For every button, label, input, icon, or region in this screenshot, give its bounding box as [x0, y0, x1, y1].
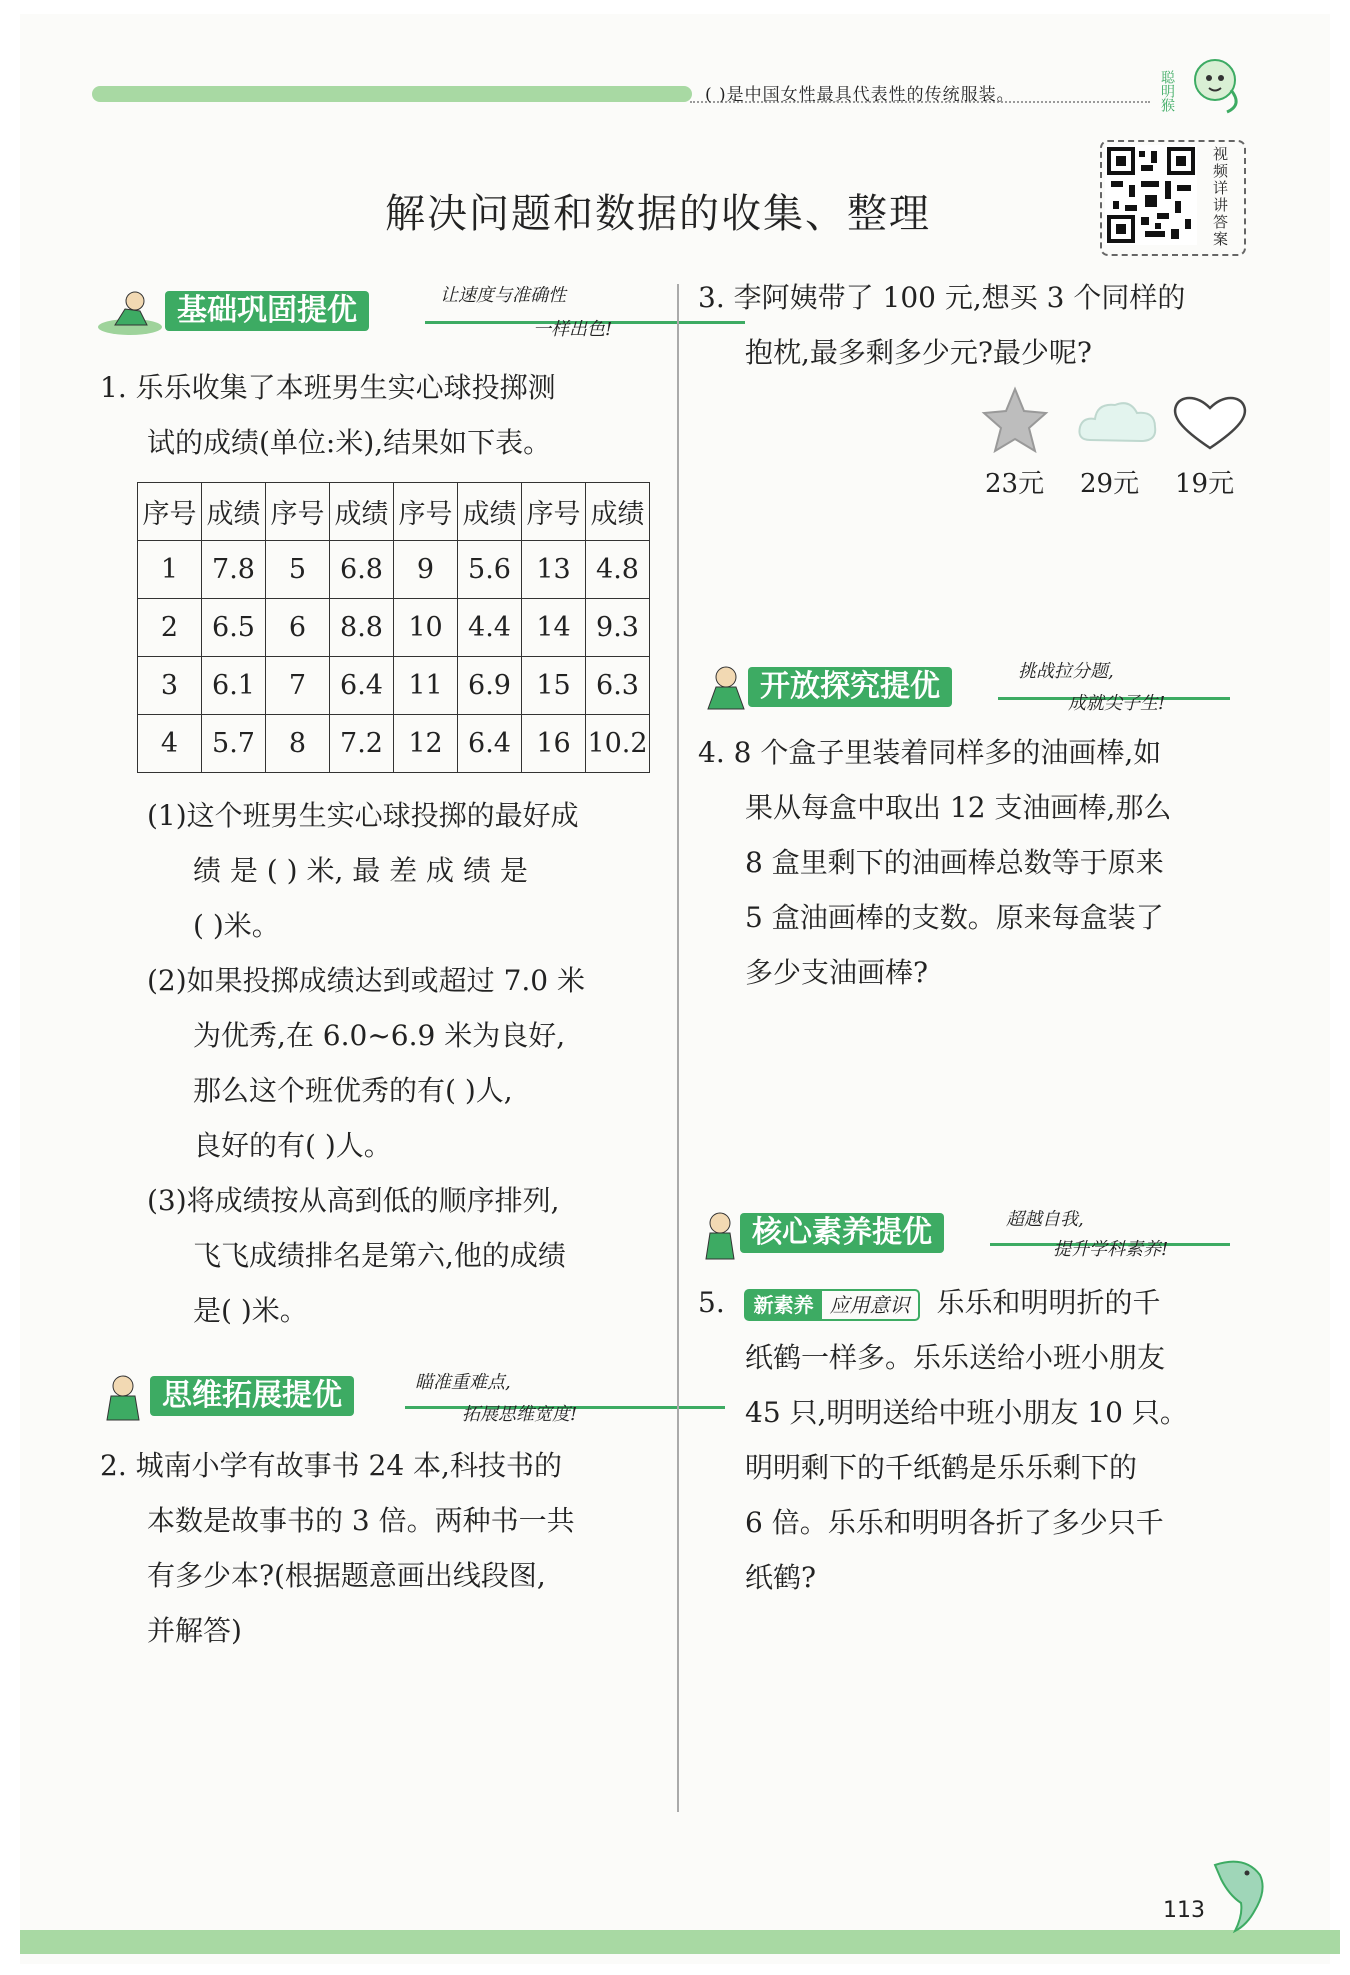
heart-price: 19元: [1175, 469, 1235, 499]
monkey-mascot-icon: [1159, 50, 1245, 120]
q4-line-3: 8 盒里剩下的油画棒总数等于原来: [745, 846, 1164, 879]
section-header-basic: [95, 285, 655, 340]
table-cell: 2: [138, 599, 202, 657]
table-cell: 1: [138, 541, 202, 599]
section-header-explore: [698, 661, 1238, 714]
section-note-2: 一样出色!: [533, 319, 613, 340]
table-row: [138, 715, 650, 773]
q1-sub3-line-1: (3)将成绩按从高到低的顺序排列,: [147, 1184, 560, 1217]
child-jumping-icon: [698, 663, 753, 718]
q3-line-2: 抱枕,最多剩多少元?最少呢?: [745, 336, 1092, 369]
q4-line-1: 4. 8 个盒子里装着同样多的油画棒,如: [698, 736, 1162, 769]
table-row: [138, 599, 650, 657]
table-cell: 4.8: [586, 541, 650, 599]
q1-sub2-line-3: 那么这个班优秀的有( )人,: [193, 1074, 513, 1107]
q5-line-4: 明明剩下的千纸鹤是乐乐剩下的: [745, 1451, 1138, 1484]
table-header-cell: 成绩: [202, 483, 266, 541]
table-header-row: [138, 483, 650, 541]
child-standing-icon: [698, 1209, 743, 1264]
column-divider: [677, 284, 679, 1812]
qr-code-icon[interactable]: [1105, 145, 1197, 245]
section-note-1: 瞄准重难点,: [415, 1372, 511, 1393]
table-cell: 4.4: [458, 599, 522, 657]
badge-label: 新素养: [746, 1291, 822, 1319]
q1-sub2-line-1: (2)如果投掷成绩达到或超过 7.0 米: [147, 964, 585, 997]
q1-line-1: 1. 乐乐收集了本班男生实心球投掷测: [100, 371, 556, 404]
table-cell: 9: [394, 541, 458, 599]
mascot-label: 聪明猴: [1159, 70, 1175, 112]
table-header-cell: 成绩: [330, 483, 394, 541]
q1-sub3-line-2: 飞飞成绩排名是第六,他的成绩: [193, 1239, 566, 1272]
table-header-cell: 成绩: [458, 483, 522, 541]
q1-sub2-line-4: 良好的有( )人。: [193, 1129, 392, 1162]
cloud-price: 29元: [1080, 469, 1140, 499]
table-cell: 16: [522, 715, 586, 773]
table-cell: 10: [394, 599, 458, 657]
table-cell: 6.3: [586, 657, 650, 715]
cloud-pillow-icon: [1075, 395, 1160, 450]
section-title: 思维拓展提优: [150, 1376, 354, 1416]
score-table: [137, 482, 650, 773]
dolphin-icon: [1205, 1855, 1275, 1935]
top-question: ( )是中国女性最具代表性的传统服装。: [705, 85, 1015, 105]
section-header-thinking: [95, 1372, 655, 1425]
section-note-1: 超越自我,: [1006, 1209, 1084, 1230]
q1-sub1-line-3: ( )米。: [193, 909, 280, 942]
table-cell: 5.7: [202, 715, 266, 773]
q4-line-2: 果从每盒中取出 12 支油画棒,那么: [745, 791, 1172, 824]
table-cell: 14: [522, 599, 586, 657]
top-green-band: [92, 86, 692, 102]
table-cell: 6.1: [202, 657, 266, 715]
table-cell: 10.2: [586, 715, 650, 773]
table-cell: 6.4: [458, 715, 522, 773]
section-note-1: 让速度与准确性: [440, 285, 566, 306]
table-cell: 5: [266, 541, 330, 599]
star-pillow-icon: [980, 385, 1050, 455]
q5-line-2: 纸鹤一样多。乐乐送给小班小朋友: [745, 1341, 1166, 1374]
q5-line-6: 纸鹤?: [745, 1561, 817, 1594]
table-cell: 6.8: [330, 541, 394, 599]
table-row: [138, 541, 650, 599]
q2-line-1: 2. 城南小学有故事书 24 本,科技书的: [100, 1449, 562, 1482]
table-cell: 8.8: [330, 599, 394, 657]
section-note-1: 挑战拉分题,: [1018, 661, 1114, 682]
table-cell: 13: [522, 541, 586, 599]
qr-label: 视频详讲答案: [1213, 145, 1229, 248]
child-running-icon: [95, 287, 165, 337]
table-cell: 6: [266, 599, 330, 657]
table-cell: 8: [266, 715, 330, 773]
section-note-2: 成就尖子生!: [1068, 693, 1166, 714]
page-number: 113: [1163, 1898, 1205, 1923]
q5-first-text: 乐乐和明明折的千: [936, 1286, 1161, 1319]
q2-line-3: 有多少本?(根据题意画出线段图,: [147, 1559, 546, 1592]
star-price: 23元: [985, 469, 1045, 499]
section-title: 开放探究提优: [748, 667, 952, 707]
q5-line-1: [698, 1275, 1161, 1330]
heart-pillow-icon: [1170, 392, 1250, 452]
section-title: 核心素养提优: [740, 1213, 944, 1253]
q1-sub2-line-2: 为优秀,在 6.0~6.9 米为良好,: [193, 1019, 566, 1052]
q5-number: 5.: [698, 1286, 725, 1319]
table-cell: 15: [522, 657, 586, 715]
section-note-2: 提升学科素养!: [1053, 1239, 1169, 1260]
table-cell: 7.8: [202, 541, 266, 599]
section-note-2: 拓展思维宽度!: [462, 1404, 578, 1425]
table-cell: 3: [138, 657, 202, 715]
table-header-cell: 序号: [522, 483, 586, 541]
table-header-cell: 成绩: [586, 483, 650, 541]
section-title: 基础巩固提优: [165, 291, 369, 331]
table-row: [138, 657, 650, 715]
q1-sub1-line-2: 绩 是 ( ) 米, 最 差 成 绩 是: [193, 854, 528, 887]
table-cell: 6.5: [202, 599, 266, 657]
q5-line-3: 45 只,明明送给中班小朋友 10 只。: [745, 1396, 1188, 1429]
q4-line-4: 5 盒油画棒的支数。原来每盒装了: [745, 901, 1164, 934]
table-cell: 7.2: [330, 715, 394, 773]
table-cell: 6.4: [330, 657, 394, 715]
table-cell: 12: [394, 715, 458, 773]
child-sitting-icon: [95, 1372, 155, 1427]
q1-line-2: 试的成绩(单位:米),结果如下表。: [147, 426, 552, 459]
q1-sub1-line-1: (1)这个班男生实心球投掷的最好成: [147, 799, 579, 832]
table-header-cell: 序号: [266, 483, 330, 541]
bottom-green-band: [20, 1930, 1340, 1954]
table-cell: 7: [266, 657, 330, 715]
q2-line-4: 并解答): [147, 1614, 242, 1647]
new-literacy-badge: [744, 1289, 920, 1321]
q5-line-5: 6 倍。乐乐和明明各折了多少只千: [745, 1506, 1164, 1539]
badge-sub-label: 应用意识: [829, 1292, 910, 1317]
table-header-cell: 序号: [138, 483, 202, 541]
table-cell: 5.6: [458, 541, 522, 599]
q1-sub3-line-3: 是( )米。: [193, 1294, 308, 1327]
q3-line-1: 3. 李阿姨带了 100 元,想买 3 个同样的: [698, 281, 1186, 314]
table-cell: 11: [394, 657, 458, 715]
q2-line-2: 本数是故事书的 3 倍。两种书一共: [147, 1504, 575, 1537]
table-cell: 9.3: [586, 599, 650, 657]
table-cell: 4: [138, 715, 202, 773]
page-title: 解决问题和数据的收集、整理: [385, 191, 931, 237]
table-header-cell: 序号: [394, 483, 458, 541]
q4-line-5: 多少支油画棒?: [745, 956, 929, 989]
section-header-core: [698, 1209, 1238, 1260]
table-cell: 6.9: [458, 657, 522, 715]
